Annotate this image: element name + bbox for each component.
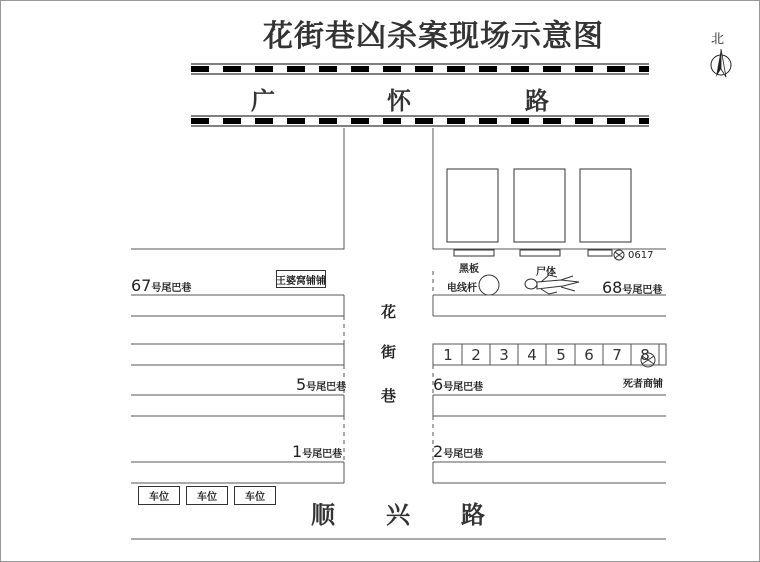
top-road-char: 广 <box>251 86 275 115</box>
stall-number: 5 <box>556 346 566 364</box>
alley-label-1: 1号尾巴巷 <box>292 442 343 461</box>
north-label: 北 <box>711 32 725 47</box>
lane-char: 花 <box>381 303 397 321</box>
shop-building <box>580 169 631 242</box>
body-label: 尸体 <box>536 267 556 278</box>
alley-label-68: 68号尾巴巷 <box>602 278 663 297</box>
pole-icon <box>479 275 499 295</box>
bottom-road-char: 兴 <box>386 500 410 529</box>
stall-number: 4 <box>527 346 537 364</box>
lane-char: 街 <box>381 343 397 361</box>
stall-number: 2 <box>471 346 481 364</box>
top-road-char: 怀 <box>387 86 411 115</box>
parking-spot: 车位 <box>186 486 228 505</box>
wang-shop-label: 王婆窝铺铺 <box>276 270 326 288</box>
pole-label: 电线杆 <box>447 283 477 294</box>
blackboard-label: 黑板 <box>459 264 479 275</box>
shop-building <box>514 169 565 242</box>
shop-building <box>447 169 498 242</box>
bottom-road-char: 顺 <box>311 500 335 529</box>
marker-rect <box>588 250 612 256</box>
alley-label-67: 67号尾巴巷 <box>131 276 192 295</box>
blackboard-marker <box>454 250 494 256</box>
alley-label-2: 2号尾巴巷 <box>433 442 484 461</box>
alley-label-5: 5号尾巴巷 <box>296 375 347 394</box>
top-road-char: 路 <box>525 86 549 115</box>
vehicle-icon <box>614 250 624 260</box>
stall-number: 3 <box>499 346 509 364</box>
stall-number: 1 <box>443 346 453 364</box>
page-title: 花街巷凶杀案现场示意图 <box>263 19 604 54</box>
alley-label-6: 6号尾巴巷 <box>433 375 484 394</box>
parking-spot: 车位 <box>138 486 180 505</box>
stall-number: 7 <box>612 346 622 364</box>
victim-shop-label: 死者商铺 <box>623 379 663 390</box>
plate-label: 0617 <box>628 250 654 261</box>
stall-number: 6 <box>584 346 594 364</box>
parking-spot: 车位 <box>234 486 276 505</box>
bottom-road-char: 路 <box>461 500 485 529</box>
stall-number: 8 <box>640 346 650 364</box>
marker-rect <box>520 250 560 256</box>
lane-char: 巷 <box>381 387 397 405</box>
